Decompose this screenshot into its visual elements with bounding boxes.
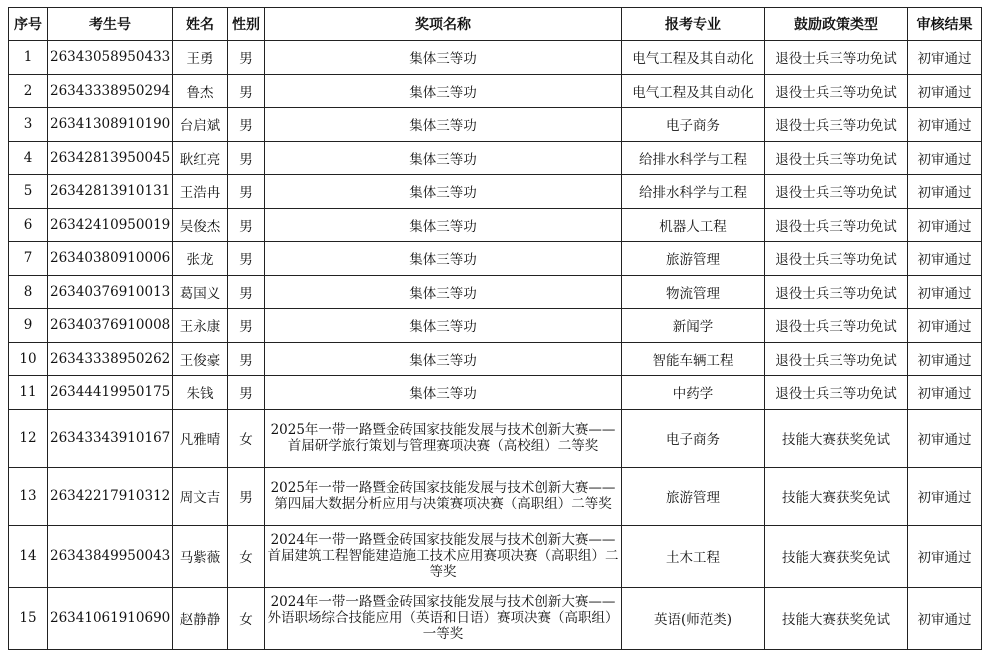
cell-seq: 3 xyxy=(9,108,48,142)
cell-award: 集体三等功 xyxy=(265,74,622,108)
cell-major: 物流管理 xyxy=(622,275,765,309)
cell-policy-type: 技能大赛获奖免试 xyxy=(765,525,908,587)
cell-gender: 女 xyxy=(228,409,265,467)
cell-name: 葛国义 xyxy=(173,275,228,309)
cell-gender: 女 xyxy=(228,525,265,587)
cell-candidate-id: 26343343910167 xyxy=(48,409,173,467)
table-header xyxy=(9,8,982,41)
cell-gender: 男 xyxy=(228,467,265,525)
cell-major: 土木工程 xyxy=(622,525,765,587)
cell-seq: 13 xyxy=(9,467,48,525)
cell-seq: 9 xyxy=(9,309,48,343)
cell-policy-type: 技能大赛获奖免试 xyxy=(765,587,908,649)
cell-major: 旅游管理 xyxy=(622,467,765,525)
cell-candidate-id: 26340380910006 xyxy=(48,242,173,276)
table-row xyxy=(9,409,982,467)
cell-review-result: 初审通过 xyxy=(908,208,982,242)
cell-seq: 15 xyxy=(9,587,48,649)
cell-gender: 男 xyxy=(228,175,265,209)
cell-name: 鲁杰 xyxy=(173,74,228,108)
cell-award: 集体三等功 xyxy=(265,175,622,209)
cell-seq: 14 xyxy=(9,525,48,587)
cell-gender: 男 xyxy=(228,141,265,175)
cell-name: 朱钱 xyxy=(173,376,228,410)
cell-award: 集体三等功 xyxy=(265,208,622,242)
cell-name: 周文吉 xyxy=(173,467,228,525)
cell-major: 新闻学 xyxy=(622,309,765,343)
cell-major: 英语(师范类) xyxy=(622,587,765,649)
cell-candidate-id: 26342813910131 xyxy=(48,175,173,209)
cell-seq: 6 xyxy=(9,208,48,242)
header-gender: 性别 xyxy=(228,8,265,41)
cell-policy-type: 退役士兵三等功免试 xyxy=(765,74,908,108)
table-body xyxy=(9,41,982,650)
table-row xyxy=(9,587,982,649)
table-row xyxy=(9,376,982,410)
header-major: 报考专业 xyxy=(622,8,765,41)
table-row xyxy=(9,525,982,587)
cell-policy-type: 退役士兵三等功免试 xyxy=(765,275,908,309)
cell-gender: 男 xyxy=(228,108,265,142)
cell-candidate-id: 26343338950262 xyxy=(48,342,173,376)
cell-major: 电子商务 xyxy=(622,409,765,467)
cell-policy-type: 退役士兵三等功免试 xyxy=(765,175,908,209)
cell-review-result: 初审通过 xyxy=(908,525,982,587)
cell-award: 2024年一带一路暨金砖国家技能发展与技术创新大赛——外语职场综合技能应用（英语和日语）赛项决赛（高职组）一等奖 xyxy=(265,587,622,649)
cell-award: 集体三等功 xyxy=(265,41,622,75)
cell-award: 集体三等功 xyxy=(265,376,622,410)
cell-review-result: 初审通过 xyxy=(908,175,982,209)
cell-candidate-id: 26343849950043 xyxy=(48,525,173,587)
cell-review-result: 初审通过 xyxy=(908,342,982,376)
cell-gender: 男 xyxy=(228,41,265,75)
cell-policy-type: 退役士兵三等功免试 xyxy=(765,41,908,75)
cell-seq: 1 xyxy=(9,41,48,75)
table-row xyxy=(9,275,982,309)
cell-review-result: 初审通过 xyxy=(908,41,982,75)
cell-candidate-id: 26341061910690 xyxy=(48,587,173,649)
cell-major: 中药学 xyxy=(622,376,765,410)
cell-award: 2025年一带一路暨金砖国家技能发展与技术创新大赛——首届研学旅行策划与管理赛项决赛（高校组）二等奖 xyxy=(265,409,622,467)
table-row xyxy=(9,108,982,142)
cell-policy-type: 技能大赛获奖免试 xyxy=(765,409,908,467)
header-row xyxy=(9,8,982,41)
cell-award: 集体三等功 xyxy=(265,242,622,276)
cell-policy-type: 退役士兵三等功免试 xyxy=(765,208,908,242)
table-row xyxy=(9,342,982,376)
cell-candidate-id: 26342217910312 xyxy=(48,467,173,525)
cell-review-result: 初审通过 xyxy=(908,409,982,467)
cell-seq: 7 xyxy=(9,242,48,276)
cell-policy-type: 技能大赛获奖免试 xyxy=(765,467,908,525)
header-policy-type: 鼓励政策类型 xyxy=(765,8,908,41)
cell-review-result: 初审通过 xyxy=(908,587,982,649)
cell-review-result: 初审通过 xyxy=(908,108,982,142)
cell-name: 王永康 xyxy=(173,309,228,343)
cell-candidate-id: 26342813950045 xyxy=(48,141,173,175)
table-row xyxy=(9,467,982,525)
cell-major: 给排水科学与工程 xyxy=(622,141,765,175)
cell-seq: 8 xyxy=(9,275,48,309)
cell-name: 耿红亮 xyxy=(173,141,228,175)
cell-policy-type: 退役士兵三等功免试 xyxy=(765,242,908,276)
cell-candidate-id: 26342410950019 xyxy=(48,208,173,242)
cell-gender: 男 xyxy=(228,376,265,410)
cell-seq: 2 xyxy=(9,74,48,108)
cell-candidate-id: 26344419950175 xyxy=(48,376,173,410)
cell-major: 电子商务 xyxy=(622,108,765,142)
results-table xyxy=(8,7,982,650)
cell-major: 给排水科学与工程 xyxy=(622,175,765,209)
cell-name: 马紫薇 xyxy=(173,525,228,587)
header-seq: 序号 xyxy=(9,8,48,41)
cell-seq: 12 xyxy=(9,409,48,467)
cell-major: 电气工程及其自动化 xyxy=(622,41,765,75)
cell-gender: 女 xyxy=(228,587,265,649)
cell-gender: 男 xyxy=(228,342,265,376)
cell-name: 张龙 xyxy=(173,242,228,276)
cell-policy-type: 退役士兵三等功免试 xyxy=(765,342,908,376)
cell-gender: 男 xyxy=(228,309,265,343)
header-award: 奖项名称 xyxy=(265,8,622,41)
cell-policy-type: 退役士兵三等功免试 xyxy=(765,141,908,175)
cell-major: 旅游管理 xyxy=(622,242,765,276)
header-review-result: 审核结果 xyxy=(908,8,982,41)
cell-major: 机器人工程 xyxy=(622,208,765,242)
cell-award: 2025年一带一路暨金砖国家技能发展与技术创新大赛——第四届大数据分析应用与决策赛项决赛（高职组）二等奖 xyxy=(265,467,622,525)
cell-name: 王勇 xyxy=(173,41,228,75)
cell-gender: 男 xyxy=(228,74,265,108)
cell-review-result: 初审通过 xyxy=(908,74,982,108)
cell-review-result: 初审通过 xyxy=(908,275,982,309)
cell-award: 2024年一带一路暨金砖国家技能发展与技术创新大赛——首届建筑工程智能建造施工技术应用赛项决赛（高职组）二等奖 xyxy=(265,525,622,587)
table-row xyxy=(9,74,982,108)
cell-review-result: 初审通过 xyxy=(908,376,982,410)
cell-gender: 男 xyxy=(228,208,265,242)
cell-award: 集体三等功 xyxy=(265,108,622,142)
table-row xyxy=(9,141,982,175)
cell-review-result: 初审通过 xyxy=(908,309,982,343)
table-row xyxy=(9,41,982,75)
cell-gender: 男 xyxy=(228,242,265,276)
cell-name: 王浩冉 xyxy=(173,175,228,209)
cell-award: 集体三等功 xyxy=(265,275,622,309)
cell-award: 集体三等功 xyxy=(265,141,622,175)
header-candidate-id: 考生号 xyxy=(48,8,173,41)
table-row xyxy=(9,208,982,242)
cell-seq: 4 xyxy=(9,141,48,175)
cell-name: 凡雅晴 xyxy=(173,409,228,467)
cell-name: 王俊豪 xyxy=(173,342,228,376)
cell-review-result: 初审通过 xyxy=(908,467,982,525)
cell-name: 赵静静 xyxy=(173,587,228,649)
cell-review-result: 初审通过 xyxy=(908,141,982,175)
cell-candidate-id: 26340376910008 xyxy=(48,309,173,343)
cell-name: 吴俊杰 xyxy=(173,208,228,242)
cell-candidate-id: 26340376910013 xyxy=(48,275,173,309)
table-row xyxy=(9,175,982,209)
cell-gender: 男 xyxy=(228,275,265,309)
cell-policy-type: 退役士兵三等功免试 xyxy=(765,108,908,142)
cell-policy-type: 退役士兵三等功免试 xyxy=(765,309,908,343)
table-row xyxy=(9,242,982,276)
cell-candidate-id: 26341308910190 xyxy=(48,108,173,142)
cell-name: 台启斌 xyxy=(173,108,228,142)
cell-award: 集体三等功 xyxy=(265,309,622,343)
cell-award: 集体三等功 xyxy=(265,342,622,376)
cell-major: 智能车辆工程 xyxy=(622,342,765,376)
cell-major: 电气工程及其自动化 xyxy=(622,74,765,108)
cell-candidate-id: 26343058950433 xyxy=(48,41,173,75)
cell-seq: 5 xyxy=(9,175,48,209)
cell-policy-type: 退役士兵三等功免试 xyxy=(765,376,908,410)
cell-seq: 10 xyxy=(9,342,48,376)
cell-seq: 11 xyxy=(9,376,48,410)
cell-review-result: 初审通过 xyxy=(908,242,982,276)
table-row xyxy=(9,309,982,343)
header-name: 姓名 xyxy=(173,8,228,41)
cell-candidate-id: 26343338950294 xyxy=(48,74,173,108)
